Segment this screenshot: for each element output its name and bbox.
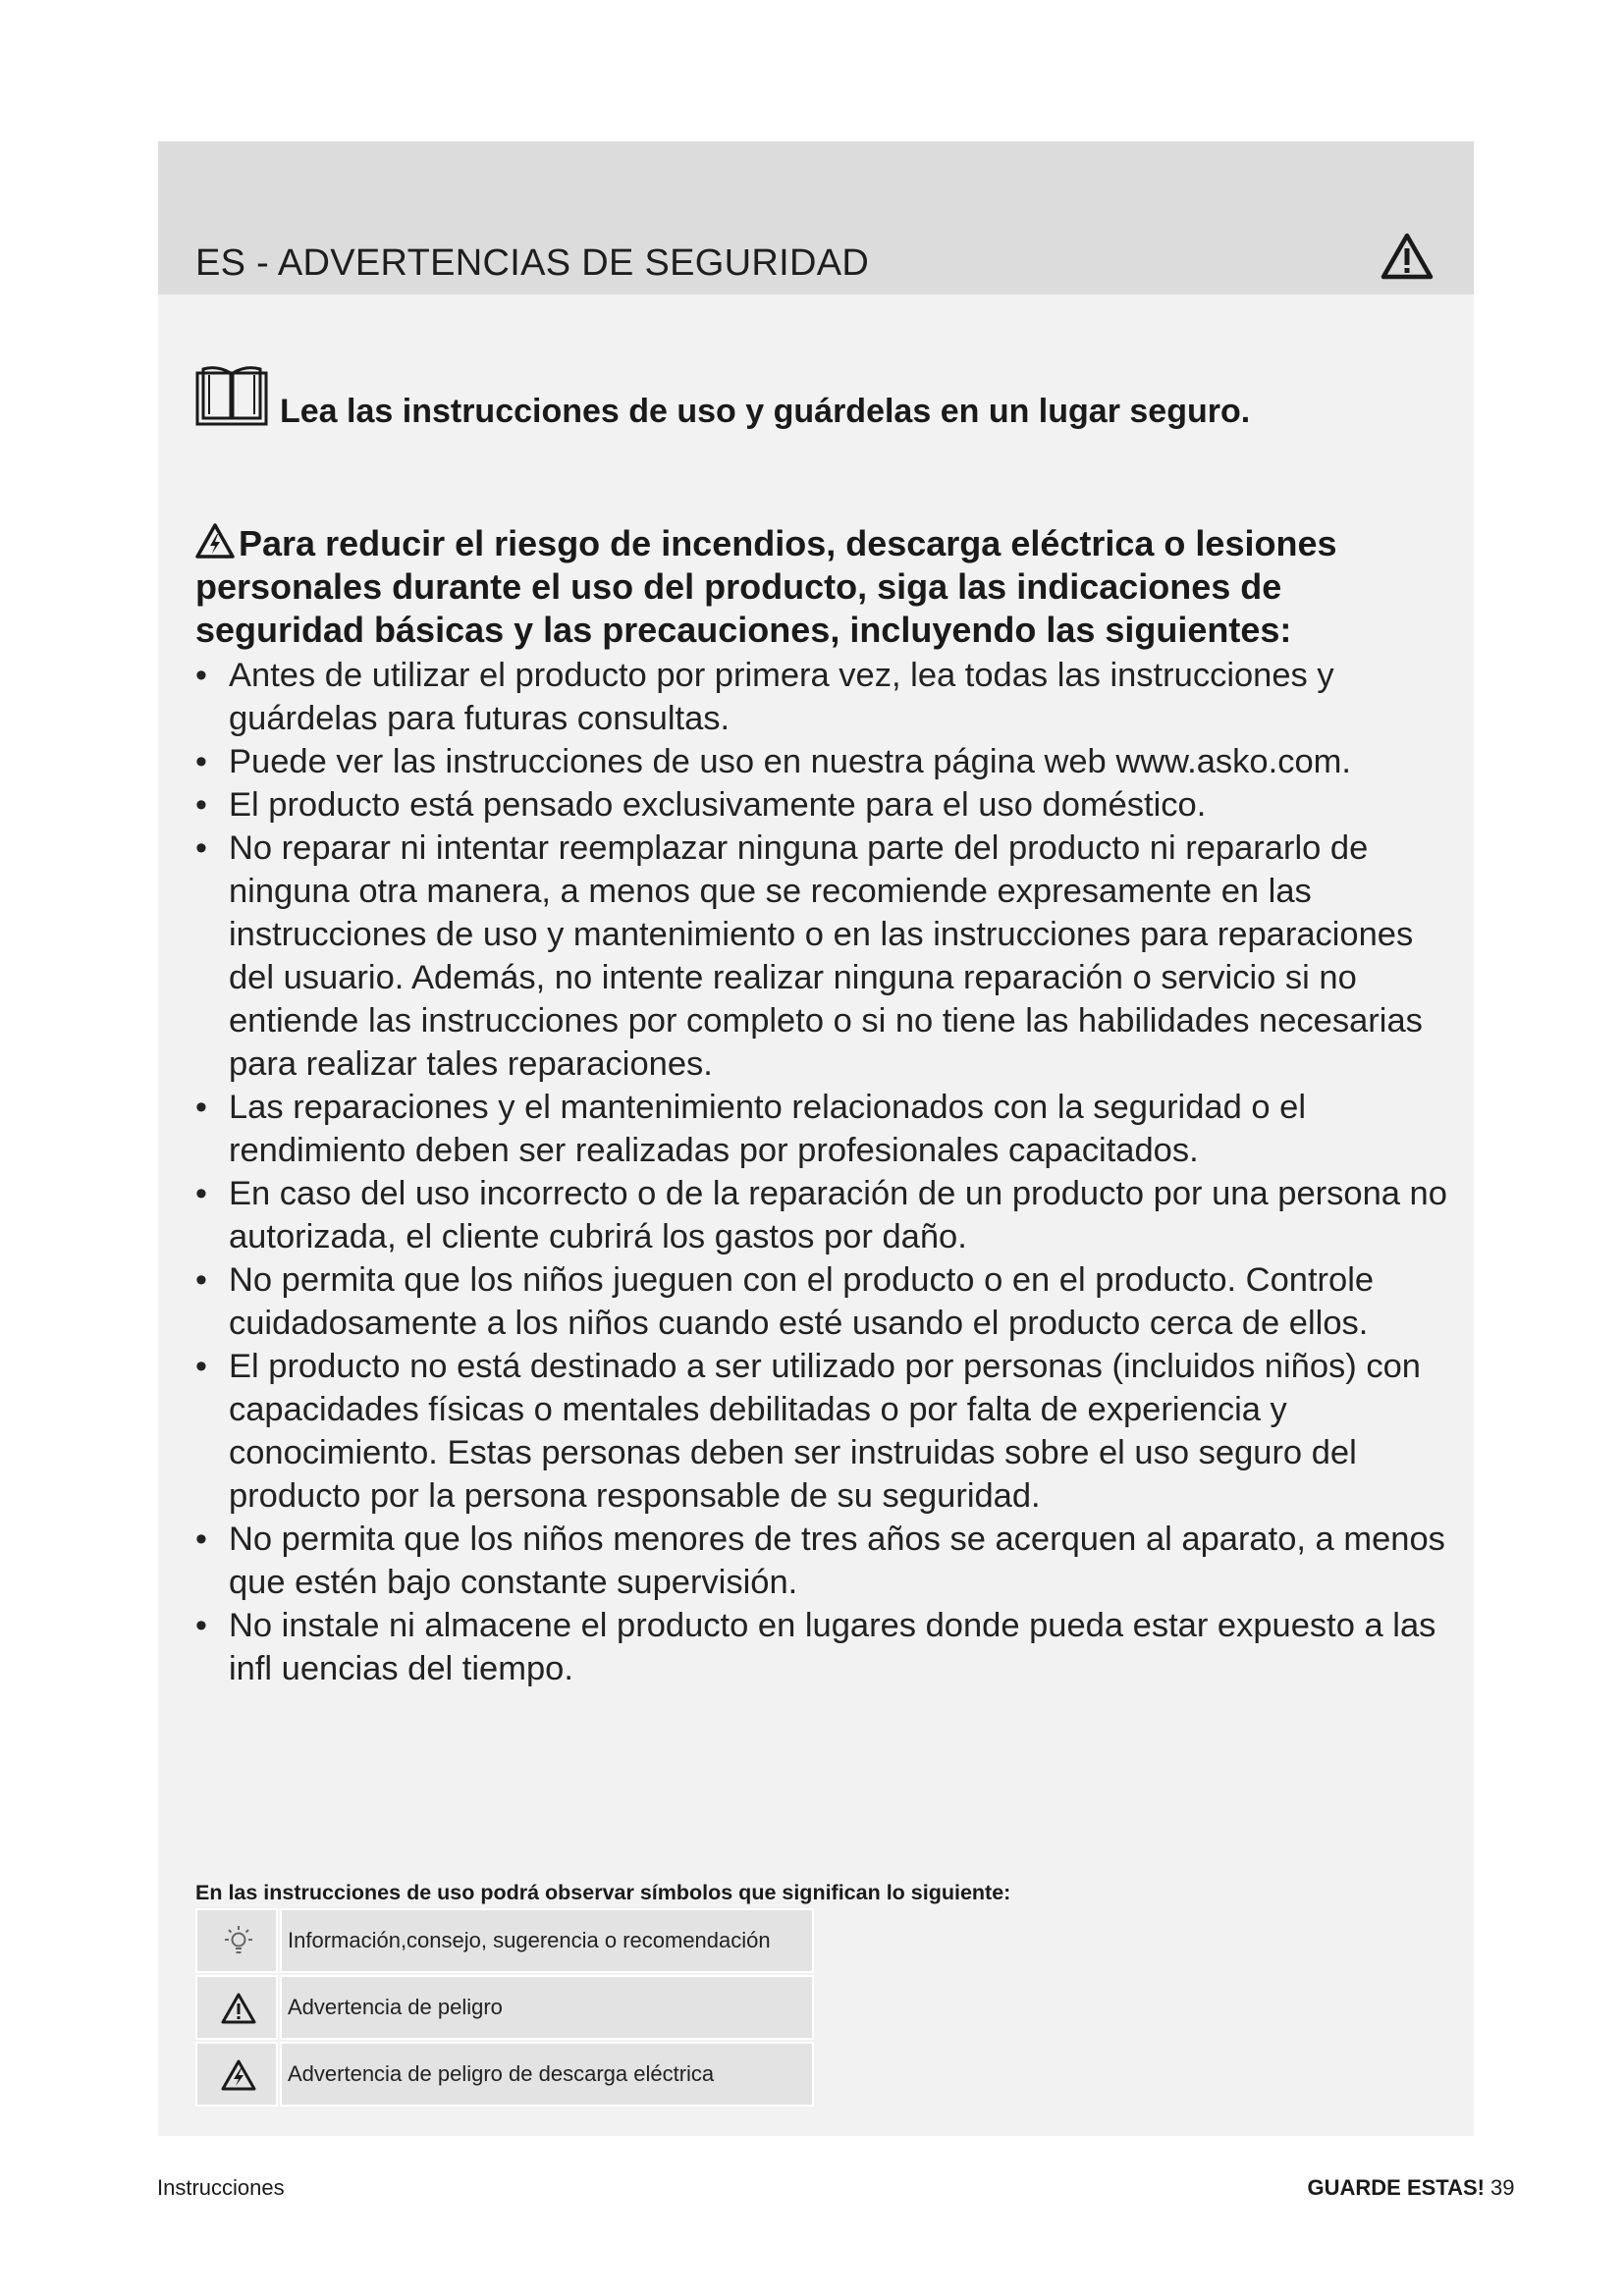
list-item: • Las reparaciones y el mantenimiento relacionados con la seguridad o el rendimiento deben ser realizadas por profesionales capacitados. bbox=[195, 1086, 1452, 1172]
list-item: • El producto no está destinado a ser utilizado por personas (incluidos niños) con capacidades físicas o mentales debilitadas o por falta de experiencia y conocimiento. Estas personas deben ser instruidas sobre el uso seguro del producto por la persona responsable de su seguridad. bbox=[195, 1345, 1452, 1518]
footer-slogan: GUARDE ESTAS! bbox=[1307, 2175, 1485, 2200]
list-item: • En caso del uso incorrecto o de la reparación de un producto por una persona no autorizada, el cliente cubrirá los gastos por daño. bbox=[195, 1172, 1452, 1258]
symbols-table bbox=[195, 1908, 814, 2109]
warning-intro bbox=[195, 522, 1433, 652]
read-instructions-text: Lea las instrucciones de uso y guárdelas en un lugar seguro. bbox=[280, 393, 1251, 430]
read-instructions-notice bbox=[195, 363, 1433, 434]
footer-label: Instrucciones bbox=[157, 2175, 285, 2200]
symbol-description: Advertencia de peligro de descarga eléctrica bbox=[280, 2042, 814, 2107]
page-number: 39 bbox=[1490, 2175, 1515, 2200]
list-item: • No permita que los niños menores de tres años se acerquen al aparato, a menos que estén bajo constante supervisión. bbox=[195, 1518, 1452, 1604]
section-header bbox=[158, 141, 1474, 294]
list-item: • Puede ver las instrucciones de uso en nuestra página web www.asko.com. bbox=[195, 740, 1452, 783]
table-row bbox=[195, 2042, 814, 2107]
section-title: ES - ADVERTENCIAS DE SEGURIDAD bbox=[195, 242, 870, 284]
warning-triangle-icon bbox=[1380, 232, 1434, 281]
list-item: • No instale ni almacene el producto en lugares donde pueda estar expuesto a las infl uencias del tiempo. bbox=[195, 1604, 1452, 1690]
warning-intro-text: Para reducir el riesgo de incendios, descarga eléctrica o lesiones personales durante el uso del producto, siga las indicaciones de seguridad básicas y las precauciones, incluyendo las siguientes: bbox=[195, 523, 1337, 650]
list-item: • No permita que los niños jueguen con el producto o en el producto. Controle cuidadosamente a los niños cuando esté usando el producto cerca de ellos. bbox=[195, 1258, 1452, 1345]
list-item: • No reparar ni intentar reemplazar ninguna parte del producto ni repararlo de ninguna otra manera, a menos que se recomiende expresamente en las instrucciones de uso y mantenimiento o en las instrucciones para reparaciones del usuario. Además, no intente realizar ninguna reparación o servicio si no entiende las instrucciones por completo o si no tiene las habilidades necesarias para realizar tales reparaciones. bbox=[195, 827, 1452, 1086]
symbol-description: Advertencia de peligro bbox=[280, 1975, 814, 2040]
book-icon bbox=[195, 363, 268, 428]
electric-warning-icon bbox=[195, 523, 235, 559]
safety-bullet-list bbox=[195, 654, 1452, 1690]
list-item: • El producto está pensado exclusivamente para el uso doméstico. bbox=[195, 783, 1452, 827]
electric-warning-icon bbox=[221, 2058, 256, 2092]
table-row bbox=[195, 1975, 814, 2040]
list-item: • Antes de utilizar el producto por primera vez, lea todas las instrucciones y guárdelas para futuras consultas. bbox=[195, 654, 1452, 740]
safety-panel bbox=[158, 141, 1474, 2136]
warning-triangle-icon bbox=[221, 1992, 256, 2025]
symbols-caption: En las instrucciones de uso podrá observar símbolos que significan lo siguiente: bbox=[195, 1881, 1011, 1904]
symbol-description: Información,consejo, sugerencia o recomendación bbox=[280, 1908, 814, 1973]
lightbulb-icon bbox=[221, 1925, 256, 1958]
table-row bbox=[195, 1908, 814, 1973]
